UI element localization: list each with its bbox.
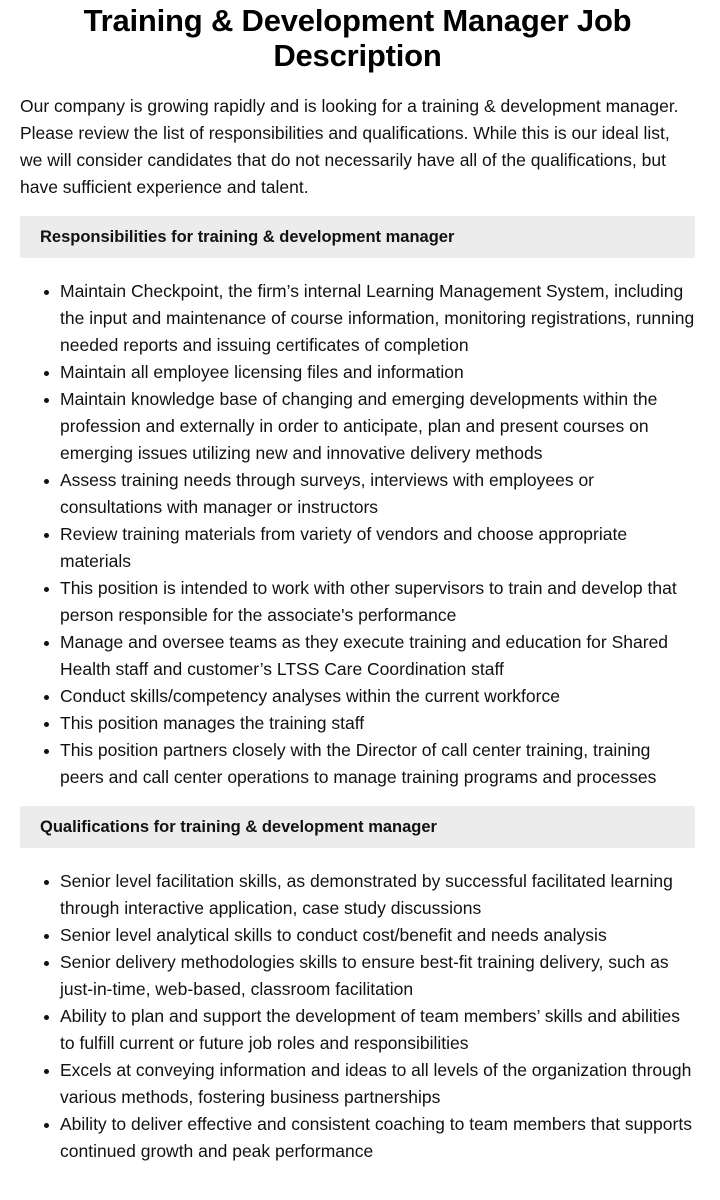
list-item: Assess training needs through surveys, interviews with employees or consultations with manager or instructors xyxy=(60,467,695,521)
list-item: Review training materials from variety of vendors and choose appropriate materials xyxy=(60,521,695,575)
responsibilities-list xyxy=(20,278,695,791)
responsibilities-header: Responsibilities for training & development manager xyxy=(20,216,695,258)
page-title: Training & Development Manager Job Description xyxy=(83,3,632,73)
list-item: Conduct skills/competency analyses within the current workforce xyxy=(60,683,695,710)
list-item: This position manages the training staff xyxy=(60,710,695,737)
list-item: This position partners closely with the Director of call center training, training peers and call center operations to manage training programs and processes xyxy=(60,737,695,791)
list-item: Maintain Checkpoint, the firm’s internal Learning Management System, including the input and maintenance of course information, monitoring registrations, running needed reports and issuing certificates of completion xyxy=(60,278,695,359)
list-item: Senior delivery methodologies skills to ensure best-fit training delivery, such as just-in-time, web-based, classroom facilitation xyxy=(60,949,695,1003)
qualifications-header: Qualifications for training & development manager xyxy=(20,806,695,848)
intro-paragraph: Our company is growing rapidly and is looking for a training & development manager. Please review the list of responsibilities and qualifications. While this is our ideal list, we will consider candidates that do not necessarily have all of the qualifications, but have sufficient experience and talent. xyxy=(20,96,679,197)
list-item: Maintain all employee licensing files and information xyxy=(60,359,695,386)
qualifications-list xyxy=(20,868,695,1165)
list-item: Maintain knowledge base of changing and emerging developments within the profession and externally in order to anticipate, plan and present courses on emerging issues utilizing new and innovative delivery methods xyxy=(60,386,695,467)
list-item: Ability to deliver effective and consistent coaching to team members that supports continued growth and peak performance xyxy=(60,1111,695,1165)
list-item: Excels at conveying information and ideas to all levels of the organization through various methods, fostering business partnerships xyxy=(60,1057,695,1111)
list-item: Ability to plan and support the development of team members’ skills and abilities to fulfill current or future job roles and responsibilities xyxy=(60,1003,695,1057)
list-item: This position is intended to work with other supervisors to train and develop that person responsible for the associate's performance xyxy=(60,575,695,629)
list-item: Senior level analytical skills to conduct cost/benefit and needs analysis xyxy=(60,922,695,949)
list-item: Manage and oversee teams as they execute training and education for Shared Health staff and customer’s LTSS Care Coordination staff xyxy=(60,629,695,683)
list-item: Senior level facilitation skills, as demonstrated by successful facilitated learning through interactive application, case study discussions xyxy=(60,868,695,922)
